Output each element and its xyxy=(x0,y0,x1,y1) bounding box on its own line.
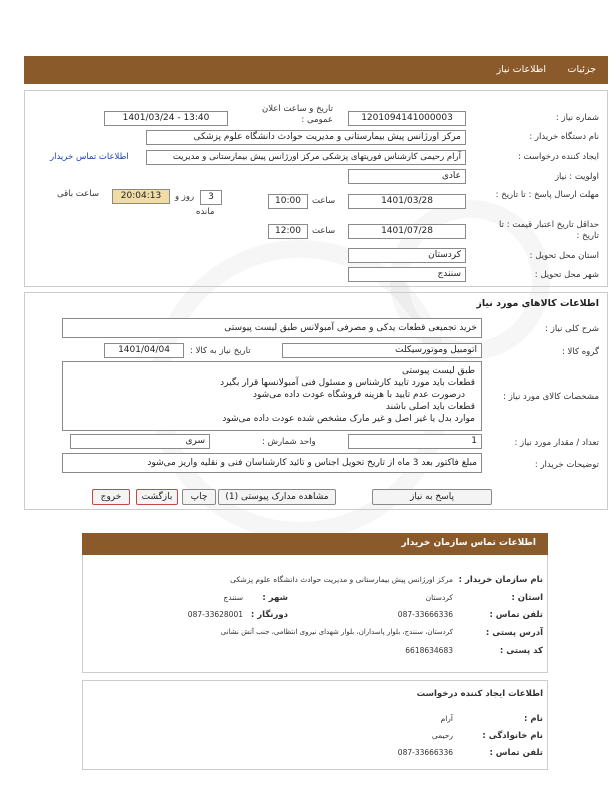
city-field: سنندج xyxy=(348,267,466,282)
buyer-contact-link[interactable]: اطلاعات تماس خریدار xyxy=(50,152,129,162)
print-button[interactable]: چاپ xyxy=(182,489,216,505)
notes-field: مبلغ فاکتور بعد 3 ماه از تاریخ تحویل اجناس و تائید کارشناسان فنی و نقلیه واریز می‌شود xyxy=(62,453,482,473)
contact-province: کردستان xyxy=(425,593,453,602)
reply-button[interactable]: پاسخ به نیاز xyxy=(372,489,492,505)
back-button[interactable]: بازگشت xyxy=(136,489,178,505)
spec-line: قطعات باید اصلی باشند xyxy=(385,402,475,412)
unit-label: واحد شمارش : xyxy=(262,437,316,447)
priority-label: اولویت : نیاز xyxy=(554,172,599,182)
contact-fax: 087-33628001 xyxy=(187,610,243,619)
need-date-field: 1401/04/04 xyxy=(104,343,184,358)
announce-field: 1401/03/24 - 13:40 xyxy=(104,111,228,126)
remaining-label-1: ساعت باقی xyxy=(57,189,99,199)
reply-date-field: 1401/03/28 xyxy=(348,194,466,209)
contact-org-label: نام سازمان خریدار : xyxy=(458,575,543,585)
creator-family-label: نام خانوادگی : xyxy=(482,731,543,741)
contact-section xyxy=(82,555,548,673)
specs-field xyxy=(62,361,482,431)
days-field: 3 xyxy=(200,190,222,205)
countdown-field: 20:04:13 xyxy=(112,189,170,204)
summary-field: خرید تجمیعی قطعات یدکی و مصرفی آمبولانس طبق لیست پیوستی xyxy=(62,318,482,338)
days-label: روز و xyxy=(175,192,195,202)
creator-info-title: اطلاعات ایجاد کننده درخواست xyxy=(416,689,543,699)
reply-time-field: 10:00 xyxy=(268,194,308,209)
price-date-field: 1401/07/28 xyxy=(348,224,466,239)
announce-label: تاریخ و ساعت اعلان عمومی : xyxy=(261,104,333,125)
creator-phone-label: تلفن تماس : xyxy=(489,748,543,758)
notes-label: توضیحات خریدار : xyxy=(534,460,599,470)
need-number-label: شماره نیاز : xyxy=(555,113,599,123)
contact-city-label: شهر : xyxy=(262,593,288,603)
contact-postal-label: کد پستی : xyxy=(499,646,543,656)
qty-label: تعداد / مقدار مورد نیاز : xyxy=(514,438,599,448)
buyer-org-label: نام دستگاه خریدار : xyxy=(529,132,599,142)
need-number-field: 1201094141000003 xyxy=(348,111,466,126)
province-field: کردستان xyxy=(348,248,466,263)
summary-label: شرح کلی نیاز : xyxy=(545,324,599,334)
creator-field: آرام رحیمی کارشناس فوریتهای پزشکی مرکز اورژانس پیش بیمارستانی و مدیریت xyxy=(146,150,466,165)
top-header xyxy=(24,56,608,84)
priority-field: عادی xyxy=(348,169,466,184)
creator-name: آرام xyxy=(440,714,453,723)
spec-line: موارد بدل یا غیر اصل و غیر مارک مشخص شده عودت داده می‌شود xyxy=(222,414,475,424)
buyer-org-field: مرکز اورژانس پیش بیمارستانی و مدیریت حوادث دانشگاه علوم پزشکی xyxy=(146,130,466,145)
price-time-label: ساعت xyxy=(312,226,336,236)
tab-need-info[interactable]: اطلاعات نیاز xyxy=(496,64,546,75)
tab-details[interactable]: جزئیات xyxy=(567,64,596,75)
goods-section-title: اطلاعات کالاهای مورد نیاز xyxy=(476,298,599,309)
reply-time-label: ساعت xyxy=(312,196,336,206)
need-date-label: تاریخ نیاز به کالا : xyxy=(190,346,251,356)
contact-address: کردستان، سنندج، بلوار پاسداران، بلوار شهدای نیروی انتظامی، جنب آتش نشانی xyxy=(220,628,453,636)
creator-family: رحیمی xyxy=(431,731,453,740)
contact-phone: 087-33666336 xyxy=(397,610,453,619)
contact-fax-label: دورنگار : xyxy=(250,610,288,620)
attachments-button[interactable]: مشاهده مدارک پیوستی (1) xyxy=(218,489,336,505)
price-validity-label: حداقل تاریخ اعتبار قیمت : تا تاریخ : xyxy=(499,220,599,241)
unit-field: سری xyxy=(70,434,210,449)
spec-line: طبق لیست پیوستی xyxy=(401,366,475,376)
contact-province-label: استان : xyxy=(511,593,543,603)
city-label: شهر محل تحویل : xyxy=(534,270,599,280)
reply-deadline-label: مهلت ارسال پاسخ : تا تاریخ : xyxy=(495,190,599,200)
specs-label: مشخصات کالای مورد نیاز : xyxy=(503,392,599,402)
contact-org: مرکز اورژانس پیش بیمارستانی و مدیریت حوادث دانشگاه علوم پزشکی xyxy=(230,575,453,584)
contact-postal: 6618634683 xyxy=(405,646,453,655)
spec-line: قطعات باید مورد تایید کارشناس و مسئول فنی آمبولانسها قرار بگیرد xyxy=(220,378,475,388)
creator-label: ایجاد کننده درخواست : xyxy=(517,152,599,162)
group-field: اتومبیل وموتورسیکلت xyxy=(282,343,482,358)
contact-title: اطلاعات تماس سازمان خریدار xyxy=(401,538,536,548)
group-label: گروه کالا : xyxy=(561,347,599,357)
qty-field: 1 xyxy=(348,434,482,449)
creator-phone: 087-33666336 xyxy=(397,748,453,757)
exit-button[interactable]: خروج xyxy=(92,489,130,505)
contact-city: سنندج xyxy=(223,593,243,602)
province-label: استان محل تحویل : xyxy=(529,251,599,261)
remaining-label-2: مانده xyxy=(196,207,215,217)
price-time-field: 12:00 xyxy=(268,224,308,239)
spec-line: درصورت عدم تایید با هزینه فروشگاه عودت داده می‌شود xyxy=(252,390,465,400)
contact-address-label: آدرس پستی : xyxy=(485,628,543,638)
contact-phone-label: تلفن تماس : xyxy=(489,610,543,620)
creator-name-label: نام : xyxy=(524,714,543,724)
contact-header xyxy=(82,533,548,555)
